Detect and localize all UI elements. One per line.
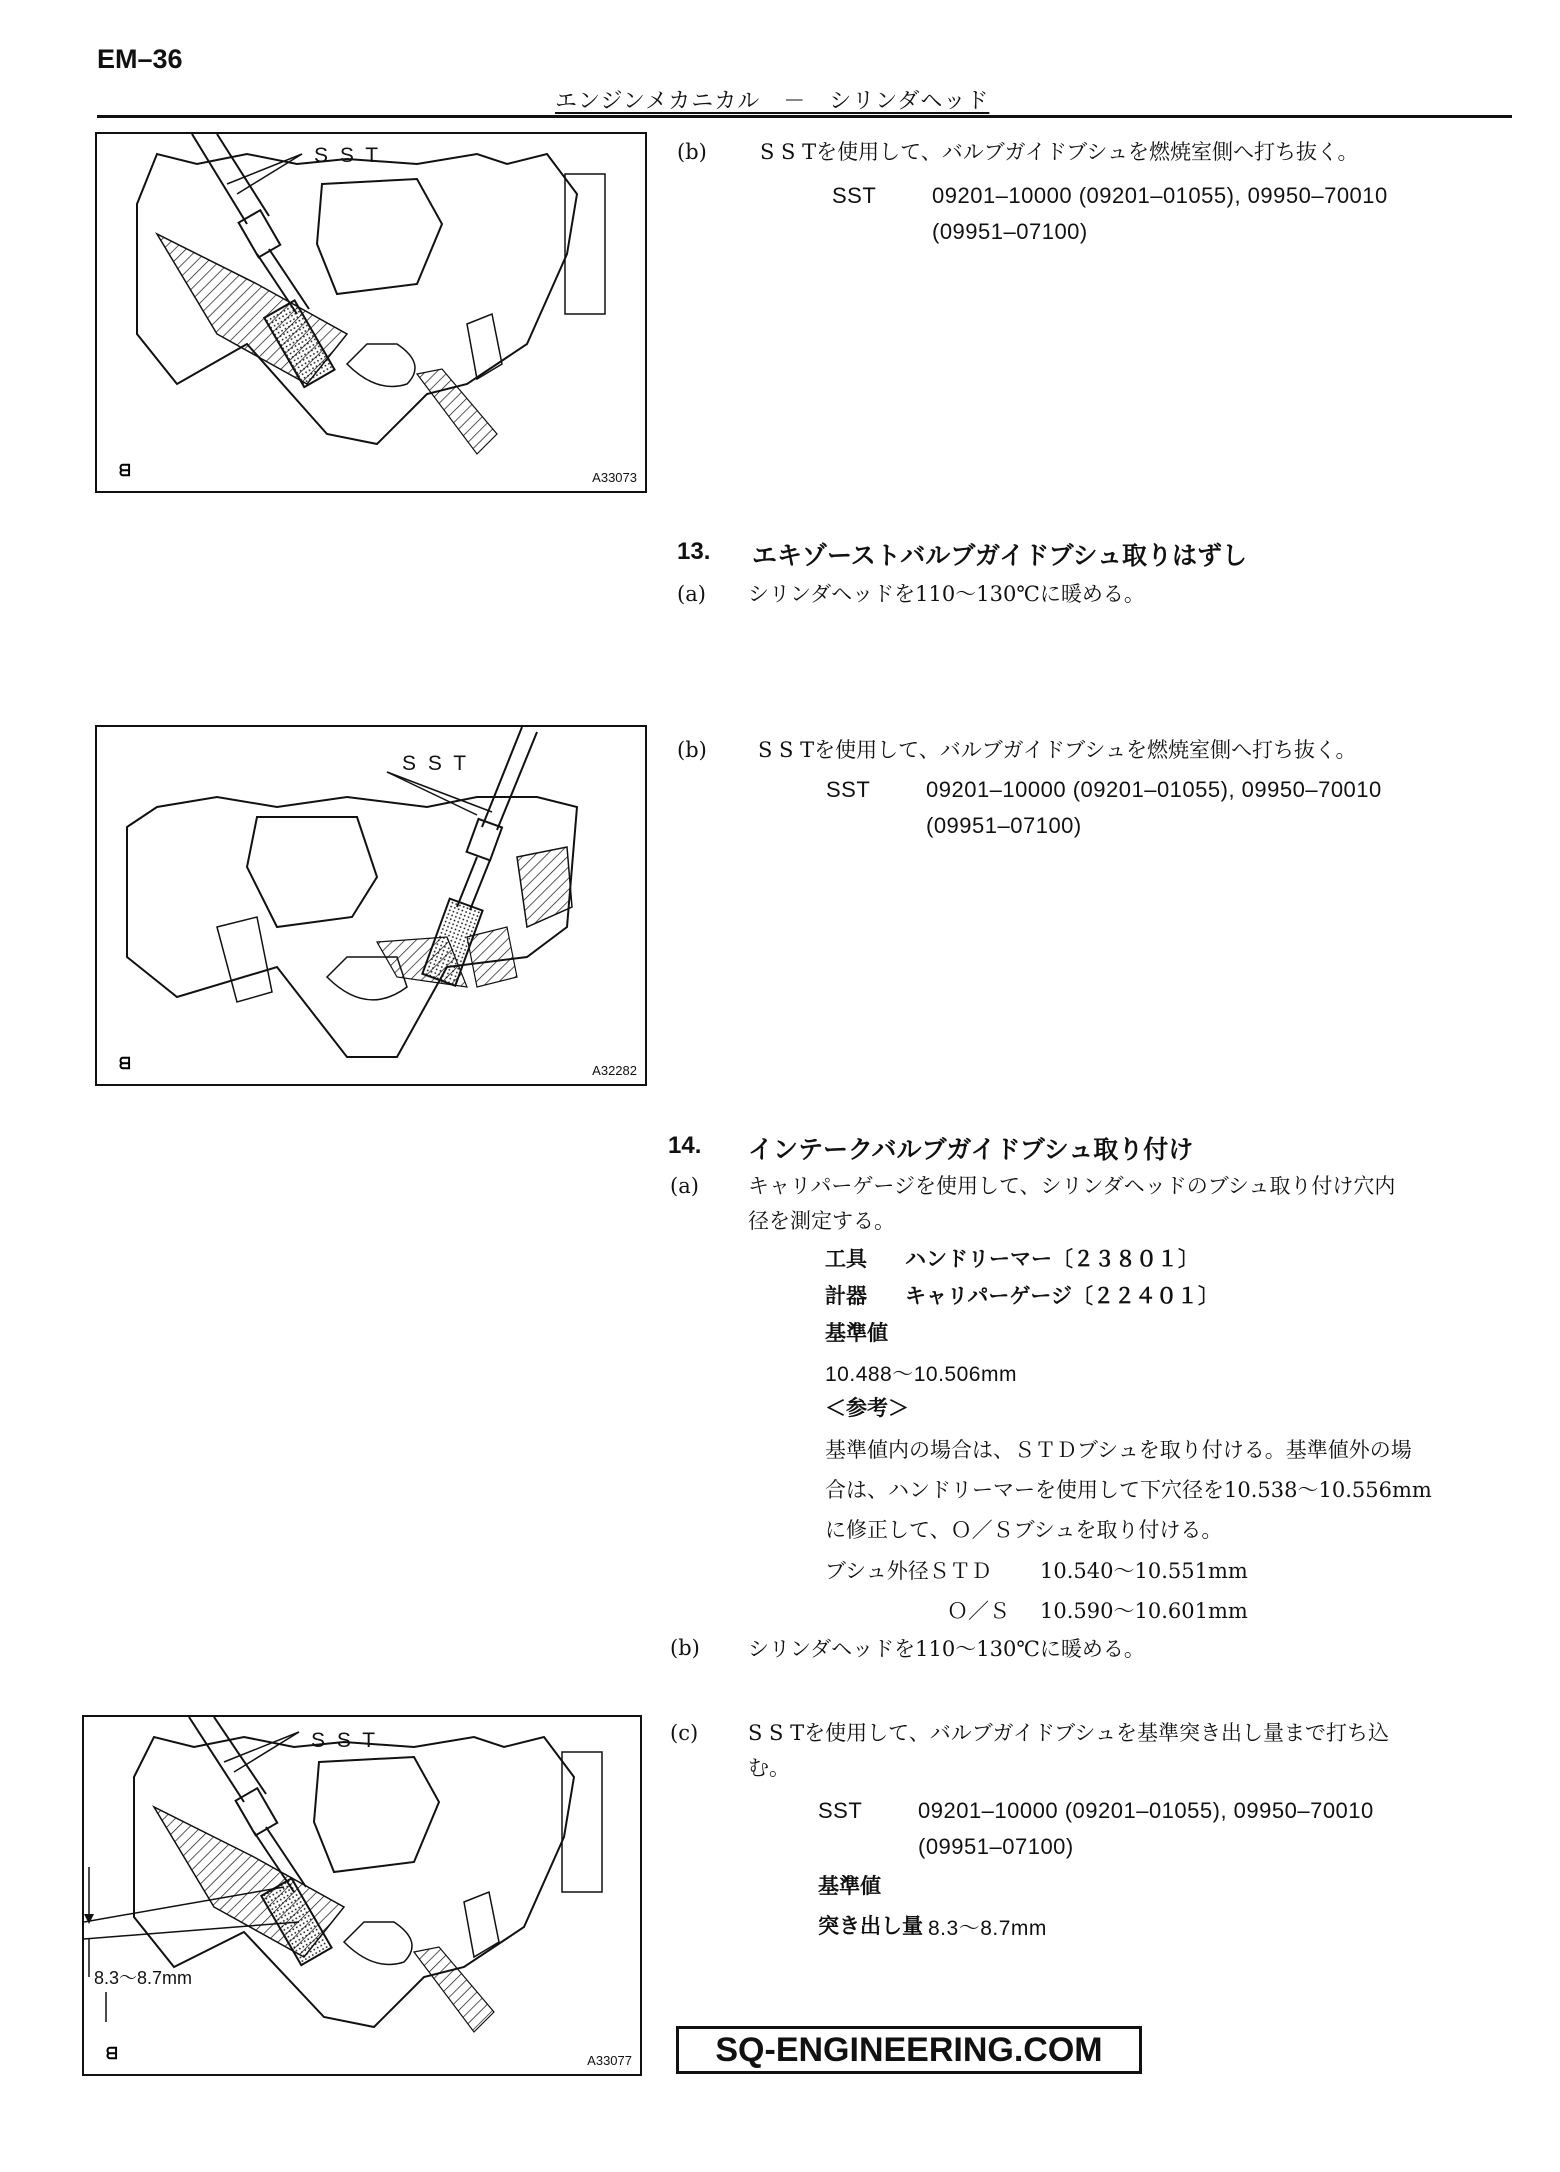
protrusion-label: 突き出し量 — [818, 1913, 923, 1938]
figure-sst-intake-install — [82, 1715, 642, 2076]
tool-label: 工具 — [825, 1246, 867, 1271]
bushing-od-os: 10.590〜10.601mm — [1040, 1599, 1248, 1623]
bushing-od-os-label: Ｏ／Ｓ — [947, 1599, 1010, 1623]
fig1-code: A33073 — [592, 470, 637, 485]
protrusion-value: 8.3〜8.7mm — [928, 1917, 1047, 1940]
std-label: 基準値 — [825, 1320, 888, 1345]
watermark-site: SQ-ENGINEERING.COM — [676, 2026, 1142, 2074]
section14-sst-codes-2: (09951–07100) — [918, 1834, 1074, 1859]
section13-step-a-mark: (a) — [677, 582, 706, 606]
figure-sst-exhaust-removal — [95, 132, 647, 493]
cylinder-head-drawing — [97, 134, 645, 491]
fig2-code: A32282 — [592, 1063, 637, 1078]
cylinder-head-drawing-3 — [84, 1717, 640, 2074]
tool-value: ハンドリーマー〔２３８０１〕 — [905, 1246, 1199, 1271]
lock-symbol: ᗺ — [119, 461, 131, 480]
fig3-sst-label: S S T — [311, 1729, 379, 1752]
section14-sst-codes-1: 09201–10000 (09201–01055), 09950–70010 — [918, 1798, 1374, 1823]
section13-sst-codes-2: (09951–07100) — [926, 813, 1082, 838]
section13-step-b-text: S S Tを使用して、バルブガイドブシュを燃焼室側へ打ち抜く。 — [758, 738, 1357, 762]
figure-sst-exhaust-removal-2 — [95, 725, 647, 1086]
section13-step-b-mark: (b) — [677, 738, 707, 762]
fig2-sst-label: S S T — [402, 752, 470, 775]
fig3-code: A33077 — [587, 2053, 632, 2068]
section14-step-b-text: シリンダヘッドを110〜130℃に暖める。 — [748, 1637, 1145, 1661]
fig3-dimension-label: 8.3〜8.7mm — [94, 1968, 193, 1988]
section13-number: 13. — [677, 538, 711, 565]
block1-sst-label: SST — [832, 183, 877, 208]
section14-number: 14. — [668, 1132, 702, 1159]
section14-step-c-line2: む。 — [748, 1756, 790, 1780]
header-rule — [97, 115, 1512, 118]
section13-sst-codes-1: 09201–10000 (09201–01055), 09950–70010 — [926, 777, 1382, 802]
section13-sst-label: SST — [826, 777, 871, 802]
cylinder-head-drawing-2 — [97, 727, 645, 1084]
reference-label: ＜参考＞ — [825, 1395, 909, 1420]
gauge-value: キャリパーゲージ〔２２４０１〕 — [905, 1283, 1219, 1308]
section14-step-a-line1: キャリパーゲージを使用して、シリンダヘッドのブシュ取り付け穴内 — [748, 1174, 1396, 1198]
gauge-label: 計器 — [825, 1283, 867, 1308]
reference-line-1: 基準値内の場合は、ＳＴＤブシュを取り付ける。基準値外の場 — [825, 1438, 1412, 1462]
block1-sst-codes-1: 09201–10000 (09201–01055), 09950–70010 — [932, 183, 1388, 208]
page-id: EM–36 — [97, 44, 183, 74]
lock-symbol-3: ᗺ — [106, 2044, 118, 2063]
section14-step-c-line1: S S Tを使用して、バルブガイドブシュを基準突き出し量まで打ち込 — [748, 1721, 1389, 1745]
block1-step-b-mark: (b) — [677, 140, 707, 164]
lock-symbol-2: ᗺ — [119, 1054, 131, 1073]
block1-step-b-text: S S Tを使用して、バルブガイドブシュを燃焼室側へ打ち抜く。 — [760, 140, 1359, 164]
section14-step-b-mark: (b) — [670, 1636, 700, 1660]
bushing-od-std: 10.540〜10.551mm — [1040, 1559, 1248, 1583]
section14-step-c-mark: (c) — [670, 1721, 699, 1745]
bushing-od-label: ブシュ外径ＳＴＤ — [825, 1559, 992, 1583]
section14-sst-label: SST — [818, 1798, 863, 1823]
fig1-sst-label: S S T — [314, 144, 382, 167]
section14-std-label-c: 基準値 — [818, 1873, 881, 1898]
std-value: 10.488〜10.506mm — [825, 1363, 1017, 1386]
block1-sst-codes-2: (09951–07100) — [932, 219, 1088, 244]
section13-step-a-text: シリンダヘッドを110〜130℃に暖める。 — [748, 582, 1145, 606]
section13-title: エキゾーストバルブガイドブシュ取りはずし — [752, 541, 1248, 570]
reference-line-2: 合は、ハンドリーマーを使用して下穴径を10.538〜10.556mm — [825, 1478, 1432, 1502]
reference-line-3: に修正して、Ｏ／Ｓブシュを取り付ける。 — [825, 1518, 1223, 1542]
section14-title: インテークバルブガイドブシュ取り付け — [748, 1135, 1194, 1164]
section14-step-a-line2: 径を測定する。 — [748, 1209, 895, 1233]
header-title: エンジンメカニカル － シリンダヘッド — [555, 89, 990, 114]
section14-step-a-mark: (a) — [670, 1174, 699, 1198]
